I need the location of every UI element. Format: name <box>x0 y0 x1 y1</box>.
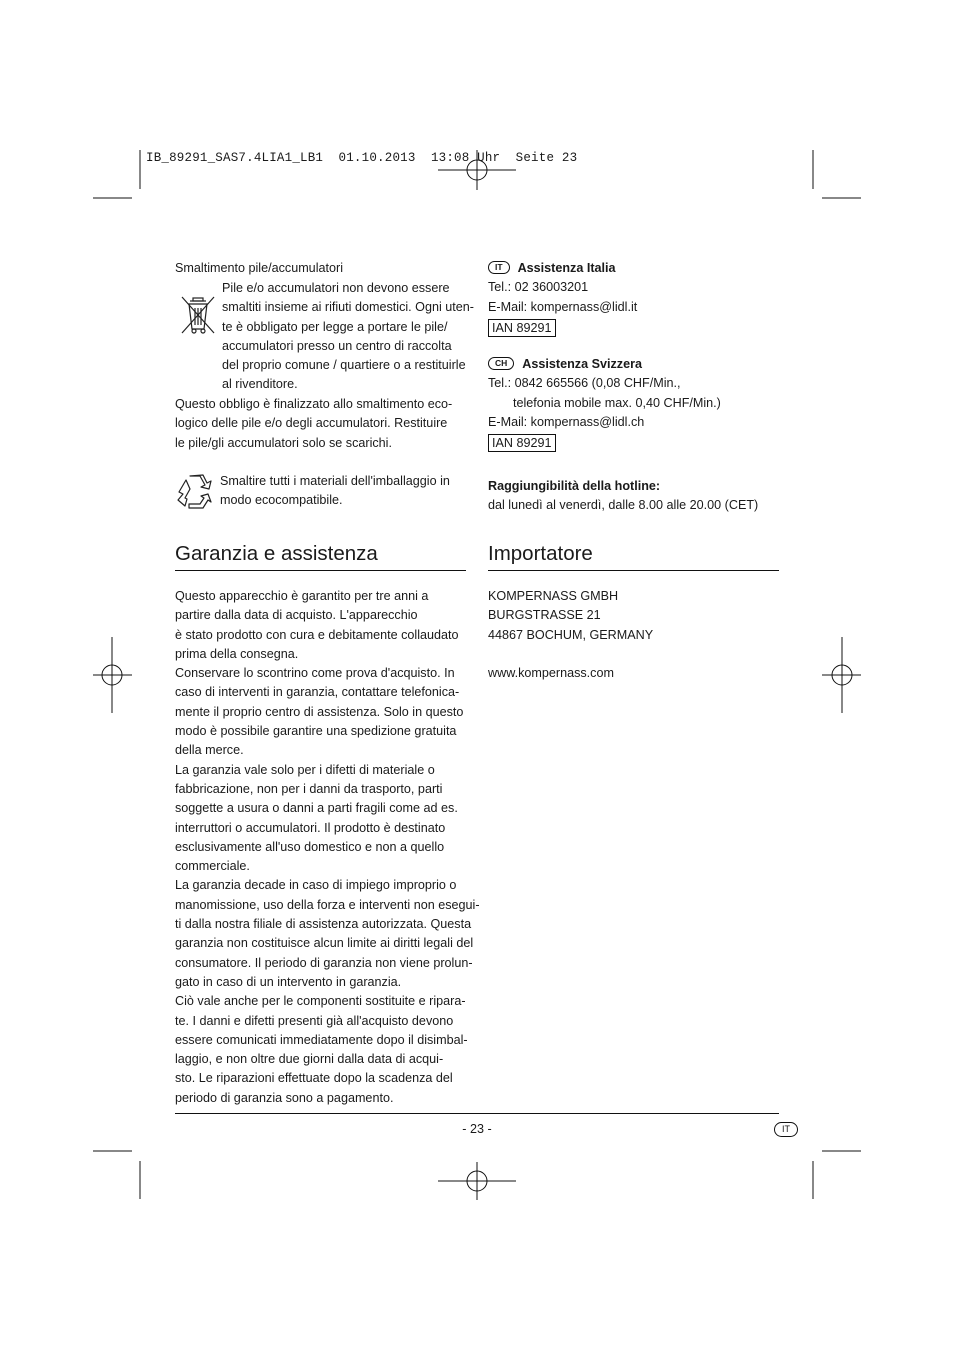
text-line: accumulatori presso un centro di raccolta <box>222 338 452 353</box>
text-line: laggio, e non oltre due giorni dalla data di acqui- <box>175 1052 444 1067</box>
service-switzerland-heading <box>488 355 721 374</box>
warranty-text <box>175 587 480 1108</box>
service-italy-heading <box>488 259 637 278</box>
text-line: garanzia non costituisce alcun limite ai diritti legali del <box>175 936 474 951</box>
text-line: esclusivamente all'uso domestico e non a quello <box>175 839 445 854</box>
text-line: La garanzia vale solo per i difetti di materiale o <box>175 762 435 777</box>
text-line: commerciale. <box>175 859 250 874</box>
text-line: soggette a usura o danni a parti fragili come ad es. <box>175 801 458 816</box>
recycling-text <box>220 472 450 511</box>
text-line: caso di interventi in garanzia, contattare telefonica- <box>175 685 460 700</box>
service-switzerland-title: Assistenza Svizzera <box>522 357 642 371</box>
hotline-hours: dal lunedì al venerdì, dalle 8.00 alle 20.00 (CET) <box>488 498 759 513</box>
country-badge-it: IT <box>488 261 510 274</box>
service-italy-tel: Tel.: 02 36003201 <box>488 280 589 295</box>
text-line: è stato prodotto con cura e debitamente collaudato <box>175 627 459 642</box>
text-line: essere comunicati immediatamente dopo il disimbal- <box>175 1032 468 1047</box>
service-switzerland-tel: Tel.: 0842 665566 (0,08 CHF/Min., <box>488 376 681 391</box>
text-line: prima della consegna. <box>175 646 299 661</box>
text-line: consumatore. Il periodo di garanzia non viene prolun- <box>175 955 473 970</box>
text-line: modo ecocompatibile. <box>220 493 343 508</box>
text-line: La garanzia decade in caso di impiego improprio o <box>175 878 457 893</box>
warranty-title: Garanzia e assistenza <box>175 542 378 565</box>
page-number: - 23 - <box>462 1122 492 1136</box>
service-switzerland <box>488 355 721 453</box>
importer-website: www.kompernass.com <box>488 666 614 680</box>
text-line: te. I danni e difetti presenti già all'acquisto devono <box>175 1013 454 1028</box>
address-line: KOMPERNASS GMBH <box>488 589 619 603</box>
importer-title: Importatore <box>488 542 593 565</box>
text-line: modo è possibile garantire una spedizione gratuita <box>175 724 457 739</box>
service-italy-title: Assistenza Italia <box>517 261 616 275</box>
text-line: sto. Le riparazioni effettuate dopo la scadenza del <box>175 1071 453 1086</box>
country-badge-ch: CH <box>488 357 514 370</box>
text-line: periodo di garanzia sono a pagamento. <box>175 1090 394 1105</box>
service-switzerland-email: E-Mail: kompernass@lidl.ch <box>488 414 645 429</box>
hotline-heading: Raggiungibilità della hotline: <box>488 479 661 493</box>
text-line: Pile e/o accumulatori non devono essere <box>222 281 450 295</box>
language-badge: IT <box>774 1122 798 1137</box>
text-line: Smaltire tutti i materiali dell'imballaggio in <box>220 474 450 488</box>
text-line: logico delle pile e/o degli accumulatori. Restituire <box>175 416 448 431</box>
text-line: Conservare lo scontrino come prova d'acquisto. In <box>175 666 455 681</box>
text-line: le pile/gli accumulatori solo se scarichi. <box>175 435 392 450</box>
disposal-text <box>175 395 452 453</box>
text-line: Questo obbligo è finalizzato allo smaltimento eco- <box>175 397 453 411</box>
importer-rule <box>488 570 779 571</box>
text-line: Questo apparecchio è garantito per tre anni a <box>175 589 429 603</box>
text-line: smaltiti insieme ai rifiuti domestici. Ogni uten- <box>222 300 474 315</box>
recycle-icon <box>175 472 215 512</box>
warranty-rule <box>175 570 466 571</box>
address-line: BURGSTRASSE 21 <box>488 608 601 623</box>
text-line: gato in caso di un intervento in garanzia. <box>175 974 402 989</box>
text-line: Ciò vale anche per le componenti sostituite e ripara- <box>175 994 466 1009</box>
text-line: della merce. <box>175 743 244 758</box>
ian-box: IAN 89291 <box>488 434 556 452</box>
ian-box: IAN 89291 <box>488 319 556 337</box>
hotline <box>488 477 758 516</box>
text-line: del proprio comune / quartiere o a restituirle <box>222 358 466 373</box>
service-italy <box>488 259 637 338</box>
disposal-heading: Smaltimento pile/accumulatori <box>175 261 343 275</box>
text-line: fabbricazione, non per i danni da trasporto, parti <box>175 781 443 796</box>
service-switzerland-tel-cont: telefonia mobile max. 0,40 CHF/Min.) <box>513 395 721 410</box>
footer-rule <box>175 1113 779 1114</box>
text-line: te è obbligato per legge a portare le pile/ <box>222 319 448 334</box>
disposal-icon-text <box>222 279 474 395</box>
text-line: interruttori o accumulatori. Il prodotto è destinato <box>175 820 446 835</box>
crossed-out-bin-icon <box>180 295 216 335</box>
text-line: ti dalla nostra filiale di assistenza autorizzata. Questa <box>175 917 472 932</box>
address-line: 44867 BOCHUM, GERMANY <box>488 627 654 642</box>
text-line: al rivenditore. <box>222 377 298 392</box>
importer-address <box>488 587 653 645</box>
service-italy-email: E-Mail: kompernass@lidl.it <box>488 299 638 314</box>
text-line: manomissione, uso della forza e interventi non esegui- <box>175 897 480 912</box>
text-line: partire dalla data di acquisto. L'apparecchio <box>175 608 418 623</box>
print-slug: IB_89291_SAS7.4LIA1_LB1 01.10.2013 13:08 Uhr Seite 23 <box>146 151 578 165</box>
text-line: mente il proprio centro di assistenza. Solo in questo <box>175 704 464 719</box>
